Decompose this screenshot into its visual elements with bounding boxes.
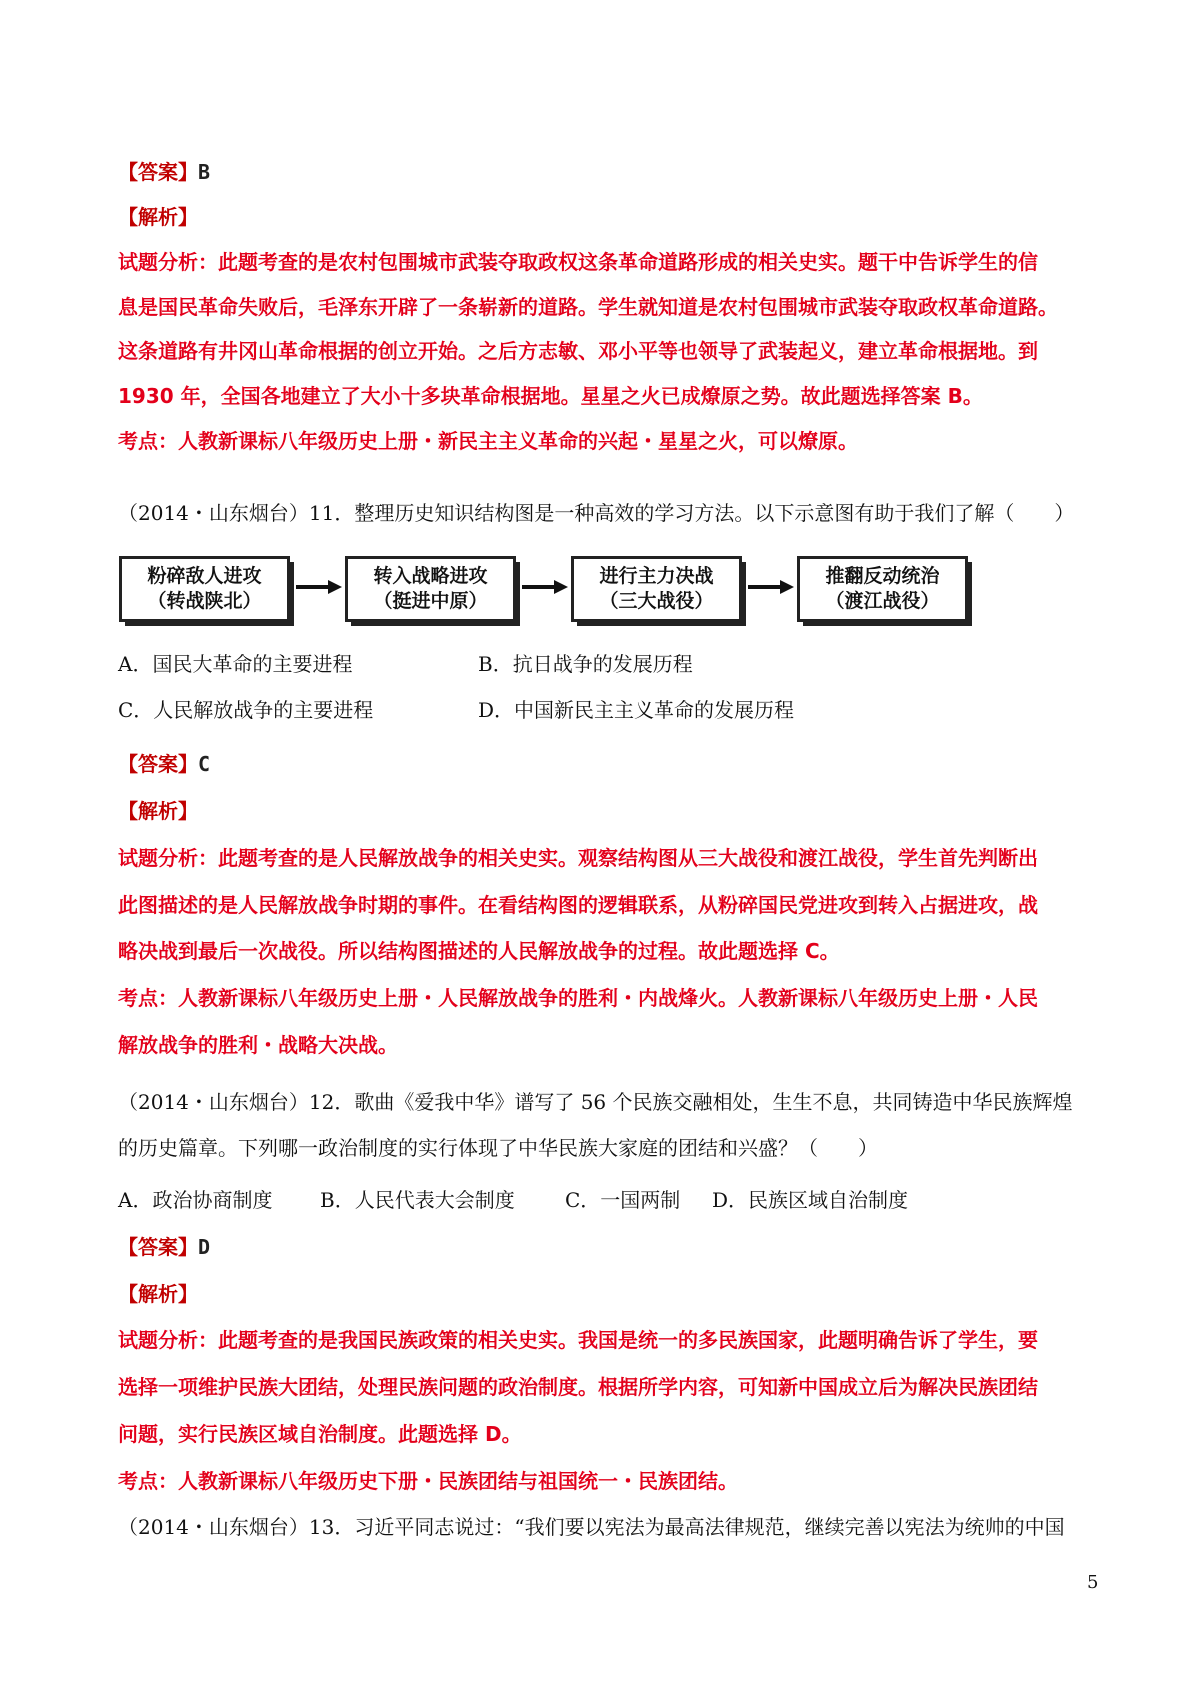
arrow-right-icon: [748, 580, 794, 594]
question-stem: （2014・山东烟台）11．整理历史知识结构图是一种高效的学习方法。以下示意图有助于我们了解（ ）: [118, 501, 1075, 525]
option-a: A．国民大革命的主要进程: [118, 652, 353, 676]
kaodian-line: 解放战争的胜利・战略大决战。: [118, 1033, 398, 1057]
analysis-line: 试题分析：此题考查的是农村包围城市武装夺取政权这条革命道路形成的相关史实。题干中告诉学生的信: [118, 250, 1038, 274]
answer-label: 【答案】: [118, 160, 198, 184]
analysis-line: 这条道路有井冈山革命根据的创立开始。之后方志敏、邓小平等也领导了武装起义，建立革命根据地。到: [118, 339, 1038, 363]
answer-value: D: [198, 1235, 211, 1259]
option-c: C．一国两制: [565, 1188, 681, 1212]
page-number: 5: [1087, 1572, 1099, 1593]
diagram-box: [797, 556, 968, 622]
question-stem: （2014・山东烟台）12．歌曲《爱我中华》谱写了 56 个民族交融相处，生生不息，共同铸造中华民族辉煌: [118, 1090, 1073, 1114]
analysis-line: 试题分析：此题考查的是人民解放战争的相关史实。观察结构图从三大战役和渡江战役，学生首先判断出: [118, 846, 1038, 870]
option-c: C．人民解放战争的主要进程: [118, 698, 374, 722]
option-b: B．人民代表大会制度: [320, 1188, 515, 1212]
answer-heading: [118, 158, 210, 186]
diagram-box: [345, 556, 516, 622]
answer-value: B: [198, 160, 211, 184]
analysis-heading: 【解析】: [118, 799, 198, 823]
answer-value: C: [198, 752, 211, 776]
diagram-box-subtitle: （转战陕北）: [147, 590, 262, 612]
analysis-line: 略决战到最后一次战役。所以结构图描述的人民解放战争的过程。故此题选择 C。: [118, 939, 840, 963]
arrow-right-icon: [296, 580, 342, 594]
diagram-box-title: 粉碎敌人进攻: [147, 565, 262, 587]
diagram-box-subtitle: （渡江战役）: [825, 590, 940, 612]
analysis-heading: 【解析】: [118, 1282, 198, 1306]
diagram-box: [119, 556, 290, 622]
diagram-box-subtitle: （挺进中原）: [373, 590, 488, 612]
analysis-line: 1930 年，全国各地建立了大小十多块革命根据地。星星之火已成燎原之势。故此题选择答案 B。: [118, 384, 983, 408]
arrow-right-icon: [522, 580, 568, 594]
question-stem: （2014・山东烟台）13．习近平同志说过：“我们要以宪法为最高法律规范，继续完善以宪法为统帅的中国: [118, 1515, 1065, 1539]
analysis-line: 息是国民革命失败后，毛泽东开辟了一条崭新的道路。学生就知道是农村包围城市武装夺取政权革命道路。: [118, 295, 1058, 319]
diagram-box-title: 推翻反动统治: [825, 565, 940, 587]
answer-label: 【答案】: [118, 752, 198, 776]
kaodian-line: 考点：人教新课标八年级历史下册・民族团结与祖国统一・民族团结。: [118, 1469, 738, 1493]
diagram-box: [571, 556, 742, 622]
analysis-line: 问题，实行民族区域自治制度。此题选择 D。: [118, 1422, 522, 1446]
answer-heading: [118, 1233, 210, 1261]
answer-heading: [118, 750, 210, 778]
diagram-box-title: 转入战略进攻: [373, 565, 488, 587]
question-stem: 的历史篇章。下列哪一政治制度的实行体现了中华民族大家庭的团结和兴盛？（ ）: [118, 1136, 878, 1160]
analysis-line: 此图描述的是人民解放战争时期的事件。在看结构图的逻辑联系，从粉碎国民党进攻到转入占据进攻，战: [118, 893, 1038, 917]
analysis-line: 试题分析：此题考查的是我国民族政策的相关史实。我国是统一的多民族国家，此题明确告诉了学生，要: [118, 1328, 1038, 1352]
kaodian-line: 考点：人教新课标八年级历史上册・新民主主义革命的兴起・星星之火，可以燎原。: [118, 429, 858, 453]
analysis-heading: 【解析】: [118, 205, 198, 229]
option-d: D．中国新民主主义革命的发展历程: [478, 698, 795, 722]
diagram-box-subtitle: （三大战役）: [599, 590, 714, 612]
answer-label: 【答案】: [118, 1235, 198, 1259]
option-b: B．抗日战争的发展历程: [478, 652, 693, 676]
diagram-box-title: 进行主力决战: [599, 565, 714, 587]
option-a: A．政治协商制度: [118, 1188, 273, 1212]
analysis-line: 选择一项维护民族大团结，处理民族问题的政治制度。根据所学内容，可知新中国成立后为解决民族团结: [118, 1375, 1038, 1399]
kaodian-line: 考点：人教新课标八年级历史上册・人民解放战争的胜利・内战烽火。人教新课标八年级历史上册・人民: [118, 986, 1038, 1010]
option-d: D．民族区域自治制度: [712, 1188, 909, 1212]
